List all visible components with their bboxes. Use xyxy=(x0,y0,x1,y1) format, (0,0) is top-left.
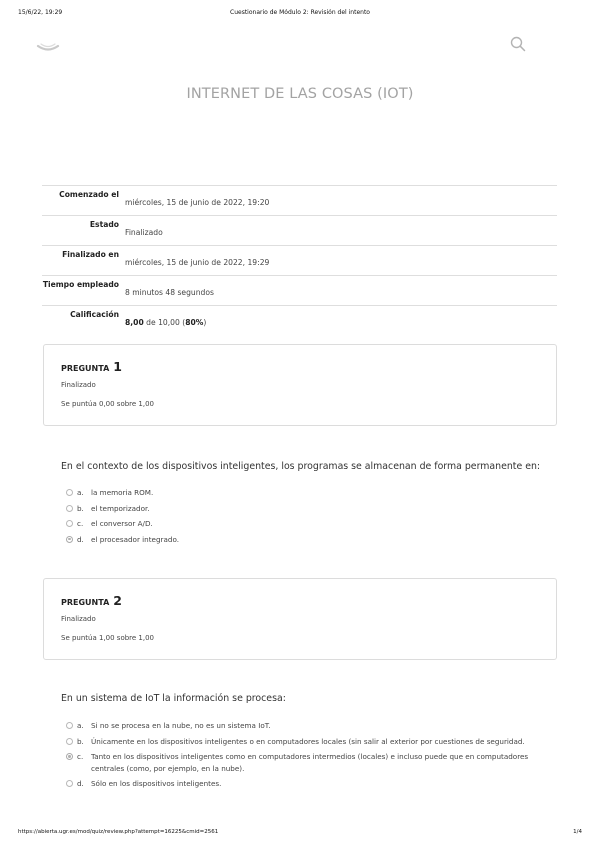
answer-option[interactable] xyxy=(66,778,546,790)
radio-button[interactable] xyxy=(66,738,73,745)
radio-button[interactable] xyxy=(66,520,73,527)
print-page-number: 1/4 xyxy=(573,829,582,835)
grade-out-of: de 10,00 ( xyxy=(143,318,186,327)
answer-text: Si no se procesa en la nube, no es un sistema IoT. xyxy=(91,721,271,730)
answer-text: la memoria ROM. xyxy=(91,488,154,497)
summary-label: Comenzado el xyxy=(59,190,119,199)
summary-value: 8 minutos 48 segundos xyxy=(125,288,214,297)
print-url: https://abierta.ugr.es/mod/quiz/review.php?attempt=16225&cmid=2561 xyxy=(18,829,219,835)
summary-row-started xyxy=(42,186,557,216)
grade-score: 8,00 xyxy=(125,318,144,327)
answer-text: el procesador integrado. xyxy=(91,534,180,544)
summary-value: miércoles, 15 de junio de 2022, 19:29 xyxy=(125,258,270,267)
summary-row-time-taken xyxy=(42,276,557,306)
answer-option[interactable] xyxy=(66,534,546,546)
answer-letter: b. xyxy=(77,503,84,513)
question-number: 1 xyxy=(113,359,122,374)
answer-option[interactable] xyxy=(66,487,546,499)
question-heading xyxy=(61,593,122,608)
answer-letter: d. xyxy=(77,779,84,788)
radio-button-selected[interactable] xyxy=(66,753,73,760)
grade-value xyxy=(125,318,206,327)
answer-option[interactable] xyxy=(66,736,546,748)
radio-button[interactable] xyxy=(66,505,73,512)
answer-list-2 xyxy=(66,720,546,794)
summary-row-state xyxy=(42,216,557,246)
answer-text: el conversor A/D. xyxy=(91,519,153,528)
radio-button[interactable] xyxy=(66,722,73,729)
summary-label: Estado xyxy=(89,220,119,229)
grade-percent: 80% xyxy=(185,318,204,327)
answer-letter: c. xyxy=(77,752,84,761)
radio-button[interactable] xyxy=(66,489,73,496)
course-title: INTERNET DE LAS COSAS (IOT) xyxy=(186,86,414,102)
answer-letter: d. xyxy=(77,534,84,544)
answer-text: Sólo en los dispositivos inteligentes. xyxy=(91,779,222,788)
question-grade: Se puntúa 0,00 sobre 1,00 xyxy=(61,400,155,408)
question-heading xyxy=(61,359,122,374)
answer-letter: a. xyxy=(77,488,84,497)
answer-list-1 xyxy=(66,487,546,549)
question-info-card-2 xyxy=(43,578,557,660)
question-text-2: En un sistema de IoT la información se procesa: xyxy=(61,693,286,704)
grade-close: ) xyxy=(203,318,207,327)
question-grade: Se puntúa 1,00 sobre 1,00 xyxy=(61,634,155,642)
print-timestamp: 15/6/22, 19:29 xyxy=(18,9,63,16)
answer-text: Únicamente en los dispositivos inteligentes o en computadores locales (sin salir al exterior por cuestiones de seguridad. xyxy=(91,736,525,746)
answer-letter: c. xyxy=(77,519,84,528)
summary-row-finished xyxy=(42,246,557,276)
print-header xyxy=(18,9,582,21)
question-state: Finalizado xyxy=(61,615,96,623)
summary-label: Tiempo empleado xyxy=(42,280,119,289)
radio-button[interactable] xyxy=(66,780,73,787)
question-number: 2 xyxy=(113,593,122,608)
print-page-title: Cuestionario de Módulo 2: Revisión del intento xyxy=(230,9,370,16)
answer-option[interactable] xyxy=(66,720,546,732)
question-info-card-1 xyxy=(43,344,557,426)
question-state: Finalizado xyxy=(61,381,96,389)
answer-text: el temporizador. xyxy=(91,503,150,513)
answer-option[interactable] xyxy=(66,518,546,530)
radio-button-selected[interactable] xyxy=(66,536,73,543)
summary-label: Calificación xyxy=(70,310,119,319)
summary-label: Finalizado en xyxy=(62,250,119,259)
answer-letter: a. xyxy=(77,721,84,730)
answer-option[interactable] xyxy=(66,751,546,774)
question-text-1: En el contexto de los dispositivos inteligentes, los programas se almacenan de forma permanente en: xyxy=(61,461,541,472)
answer-option[interactable] xyxy=(66,503,546,515)
answer-text: Tanto en los dispositivos inteligentes como en computadores intermedios (locales) e incluso puede que en computadores centrales (como, por ejemplo, en la nube). xyxy=(91,752,529,773)
question-label: PREGUNTA xyxy=(61,364,110,373)
summary-value: miércoles, 15 de junio de 2022, 19:20 xyxy=(125,198,270,207)
summary-row-grade xyxy=(42,306,557,336)
logo-icon[interactable] xyxy=(36,40,60,54)
search-icon[interactable] xyxy=(510,36,526,52)
answer-letter: b. xyxy=(77,736,84,746)
summary-value: Finalizado xyxy=(125,228,163,237)
attempt-summary-table xyxy=(42,185,557,336)
question-label: PREGUNTA xyxy=(61,598,110,607)
